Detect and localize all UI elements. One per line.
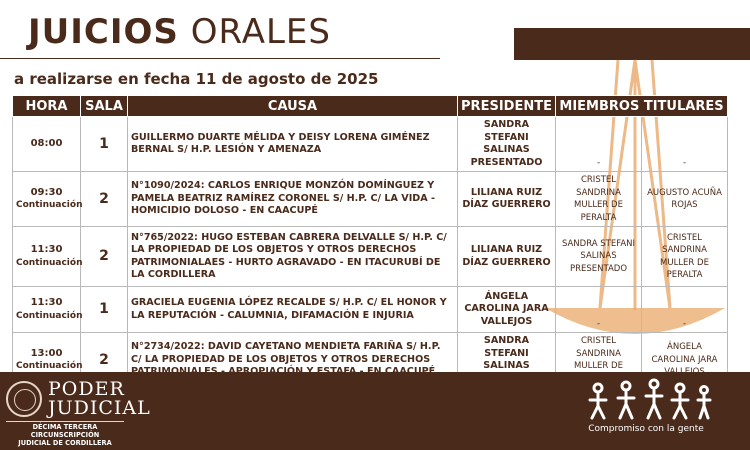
table-row [13,227,728,287]
miembro-cell: CRISTEL SANDRINA MULLER DE [556,333,642,388]
miembro-cell: SANDRA STEFANI SALINAS PRESENTADO [556,227,642,287]
table-row [13,117,728,172]
institution-name: PODER JUDICIAL [48,378,151,419]
footer-motto: Compromiso con la gente [588,424,704,434]
hora-cell: 09:30 Continuación [13,172,81,227]
column-header-miembros: MIEMBROS TITULARES [556,96,728,117]
table-row [13,287,728,333]
poder-judicial-emblem-icon [6,381,42,417]
causa-cell: N°1090/2024: CARLOS ENRIQUE MONZÓN DOMÍNGUEZ Y PAMELA BEATRIZ RAMÍREZ CORONEL S/ H.P. C/ LA VIDA - HOMICIDIO DOLOSO - EN CAACUPÉ [128,172,458,227]
causa-cell: GUILLERMO DUARTE MÉLIDA Y DEISY LORENA GIMÉNEZ BERNAL S/ H.P. LESIÓN Y AMENAZA [128,117,458,172]
title-divider [0,58,440,59]
presidente-cell: LILIANA RUIZ DÍAZ GUERRERO [458,227,556,287]
page-title: JUICIOS ORALES [28,12,331,52]
causa-cell: N°765/2022: HUGO ESTEBAN CABRERA DELVALLE S/ H.P. C/ LA PROPIEDAD DE LOS OBJETOS Y OTROS DERECHOS PATRIMONIALAES - HURTO AGRAVADO - EN ITACURUBÍ DE LA CORDILLERA [128,227,458,287]
hora-cell: 11:30 Continuación [13,287,81,333]
institution-subtitle: DÉCIMA TERCERA CIRCUNSCRIPCIÓN JUDICIAL DE CORDILLERA [18,423,112,447]
causa-cell: GRACIELA EUGENIA LÓPEZ RECALDE S/ H.P. C/ EL HONOR Y LA REPUTACIÓN - CALUMNIA, DIFAMACIÓN E INJURIA [128,287,458,333]
hora-cell: 08:00 [13,117,81,172]
causa-cell: N°2734/2022: DAVID CAYETANO MENDIETA FARIÑA S/ H.P. C/ LA PROPIEDAD DE LOS OBJETOS Y OTROS DERECHOS [128,333,458,388]
miembro-cell: CRISTEL SANDRINA MULLER DE PERALTA [642,227,728,287]
trials-table [12,95,728,388]
table-header-row [13,96,728,117]
sala-cell: 2 [81,333,128,388]
sala-cell: 2 [81,227,128,287]
institution-divider [6,421,124,422]
column-header-causa: CAUSA [128,96,458,117]
sala-cell: 1 [81,117,128,172]
table-row [13,172,728,227]
miembro-cell: - [556,117,642,172]
miembro-cell: CRISTEL SANDRINA MULLER DE PERALTA [556,172,642,227]
presidente-cell: SANDRA STEFANI SALINAS [458,333,556,388]
miembro-cell: - [556,287,642,333]
column-header-presidente: PRESIDENTE [458,96,556,117]
sala-cell: 2 [81,172,128,227]
hora-cell: 11:30 Continuación [13,227,81,287]
miembro-cell: ÁNGELA CAROLINA JARA [642,333,728,388]
page-subtitle: a realizarse en fecha 11 de agosto de 2025 [14,70,379,88]
column-header-sala: SALA [81,96,128,117]
sala-cell: 1 [81,287,128,333]
miembro-cell: - [642,117,728,172]
presidente-cell: LILIANA RUIZ DÍAZ GUERRERO [458,172,556,227]
miembro-cell: - [642,287,728,333]
presidente-cell: SANDRA STEFANI SALINAS PRESENTADO [458,117,556,172]
miembro-cell: AUGUSTO ACUÑA ROJAS [642,172,728,227]
hora-cell: 13:00 Continuación [13,333,81,388]
column-header-hora: HORA [13,96,81,117]
presidente-cell: ÁNGELA CAROLINA JARA VALLEJOS [458,287,556,333]
